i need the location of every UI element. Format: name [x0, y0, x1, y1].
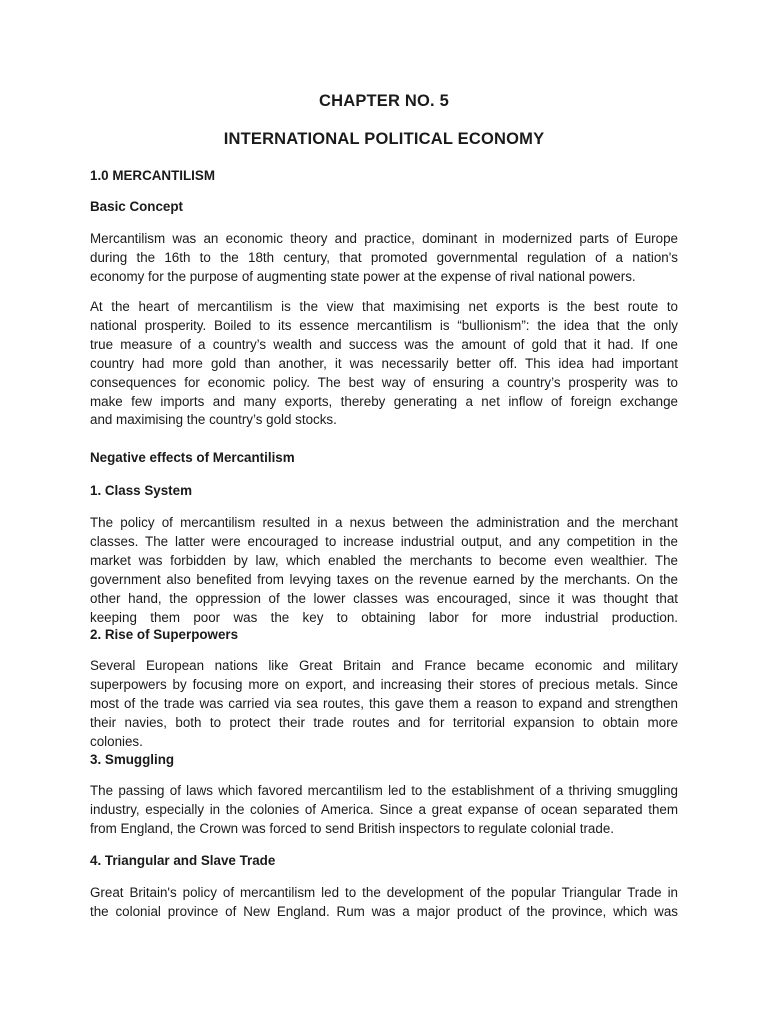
smuggling-heading: 3. Smuggling — [90, 752, 175, 767]
text-line: country had more gold than another, it was necessarily better off. This idea had important — [90, 355, 678, 371]
chapter-title: INTERNATIONAL POLITICAL ECONOMY — [223, 130, 545, 148]
paragraph-basic-concept — [90, 230, 678, 287]
text-line: classes. The latter were encouraged to increase industrial output, and any competition in the — [90, 533, 678, 549]
text-line: market was forbidden by law, which enabled the merchants to become even wealthier. The — [90, 552, 678, 568]
chapter-number: CHAPTER NO. 5 — [318, 92, 450, 110]
negative-effects-heading: Negative effects of Mercantilism — [90, 450, 295, 465]
text-line: their navies, both to protect their trade routes and for territorial expansion to obtain more — [90, 714, 678, 730]
basic-concept-heading: Basic Concept — [90, 199, 184, 214]
text-line: Several European nations like Great Britain and France became economic and military — [90, 658, 678, 673]
text-line: and maximising the country’s gold stocks. — [90, 412, 337, 428]
text-line: At the heart of mercantilism is the view that maximising net exports is the best route to — [90, 299, 678, 314]
paragraph-class-system — [90, 514, 678, 627]
text-line: other hand, the oppression of the lower classes was encouraged, since it was thought that — [90, 590, 678, 606]
text-line: colonies. — [90, 733, 143, 749]
text-line: during the 16th to the 18th century, that promoted governmental regulation of a nation's — [90, 249, 678, 265]
triangular-trade-heading: 4. Triangular and Slave Trade — [90, 853, 276, 868]
section-heading: 1.0 MERCANTILISM — [90, 168, 215, 183]
paragraph-superpowers — [90, 657, 678, 752]
superpowers-heading: 2. Rise of Superpowers — [90, 627, 239, 642]
text-line: The policy of mercantilism resulted in a nexus between the administration and the merchant — [90, 515, 678, 530]
paragraph-smuggling — [90, 782, 678, 839]
text-line: government also benefited from levying taxes on the revenue earned by the merchants. On the — [90, 571, 678, 587]
text-line: economy for the purpose of augmenting state power at the expense of rival national powers. — [90, 268, 636, 284]
text-line: Great Britain's policy of mercantilism led to the development of the popular Triangular Trade in — [90, 885, 678, 900]
class-system-heading: 1. Class System — [90, 483, 192, 498]
text-line: make few imports and many exports, thereby generating a net inflow of foreign exchange — [90, 393, 678, 409]
text-line: superpowers by focusing more on export, and increasing their stores of precious metals. Since — [90, 676, 678, 692]
text-line: national prosperity. Boiled to its essence mercantilism is “bullionism”: the idea that the only — [90, 317, 678, 333]
text-line: consequences for economic policy. The best way of ensuring a country’s prosperity was to — [90, 374, 678, 390]
paragraph-bullionism — [90, 298, 678, 430]
text-line: most of the trade was carried via sea routes, this gave them a reason to expand and strengthen — [90, 695, 678, 711]
text-line: industry, especially in the colonies of America. Since a great expanse of ocean separated them — [90, 801, 678, 817]
text-line: the colonial province of New England. Rum was a major product of the province, which was — [90, 903, 678, 919]
text-line: Mercantilism was an economic theory and practice, dominant in modernized parts of Europe — [90, 231, 678, 246]
text-line: true measure of a country’s wealth and success was the amount of gold that it had. If one — [90, 336, 678, 352]
text-line: from England, the Crown was forced to send British inspectors to regulate colonial trade. — [90, 820, 614, 836]
paragraph-triangular-trade — [90, 884, 678, 922]
text-line: keeping them poor was the key to obtaining labor for more industrial production. — [90, 609, 678, 625]
text-line: The passing of laws which favored mercantilism led to the establishment of a thriving smuggling — [90, 783, 678, 798]
